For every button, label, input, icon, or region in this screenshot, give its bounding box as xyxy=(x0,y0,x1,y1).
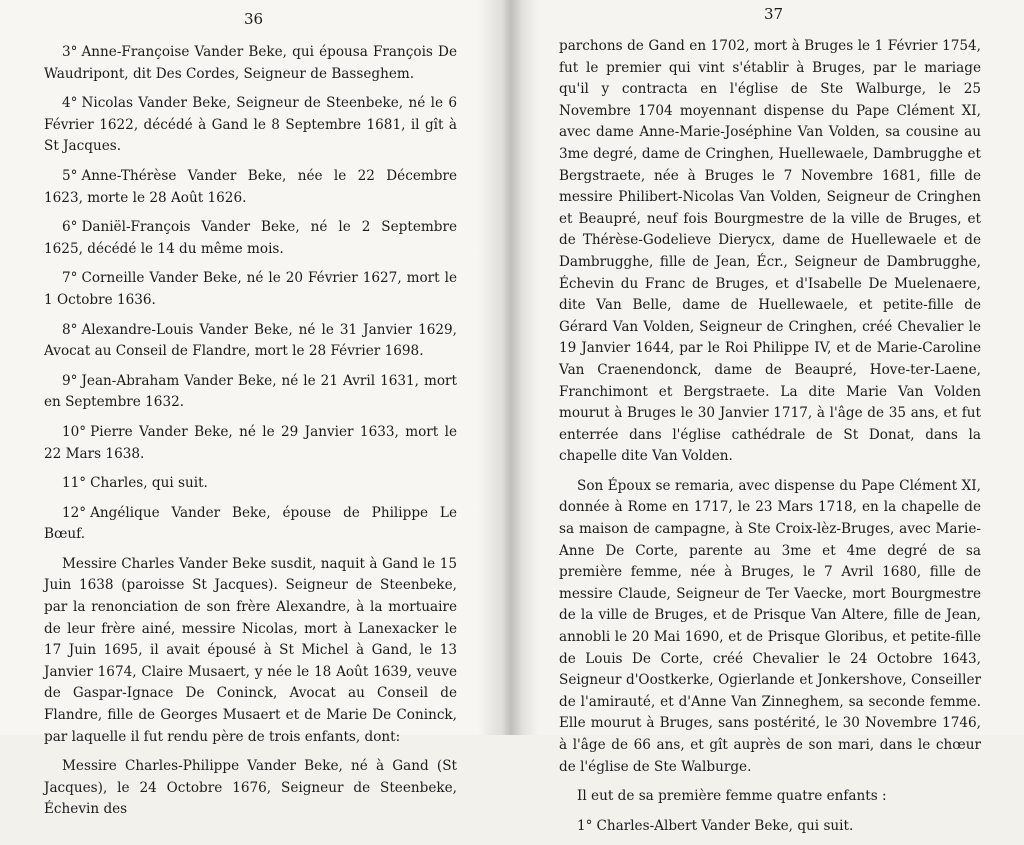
entry-7: 7° Corneille Vander Beke, né le 20 Février 1627, mort le 1 Octobre 1636. xyxy=(44,270,457,308)
paragraph-children-intro: Il eut de sa première femme quatre enfants : xyxy=(577,788,887,805)
left-text-column xyxy=(44,42,457,829)
entry-11: 11° Charles, qui suit. xyxy=(62,475,208,492)
right-page xyxy=(505,0,1024,834)
entry-4: 4° Nicolas Vander Beke, Seigneur de Steenbeke, né le 6 Février 1622, décédé à Gand le 8 Septembre 1681, il gît à St Jacques. xyxy=(44,95,457,155)
right-text-column xyxy=(559,36,981,845)
entry-9: 9° Jean-Abraham Vander Beke, né le 21 Avril 1631, mort en Septembre 1632. xyxy=(44,372,457,411)
entry-5: 5° Anne-Thérèse Vander Beke, née le 22 Décembre 1623, morte le 28 Août 1626. xyxy=(44,167,457,206)
page-number-right: 37 xyxy=(764,5,784,23)
paragraph-charles-philippe: Messire Charles-Philippe Vander Beke, né à Gand (St Jacques), le 24 Octobre 1676, Seigneur de Steenbeke, Échevin des xyxy=(44,758,457,818)
page-number-left: 36 xyxy=(244,10,264,28)
entry-12: 12° Angélique Vander Beke, épouse de Philippe Le Bœuf. xyxy=(44,504,457,543)
paragraph-charles: Messire Charles Vander Beke susdit, naquit à Gand le 15 Juin 1638 (paroisse St Jacques). Seigneur de Steenbeke, par la renonciation de son frère Alexandre, à la mortuaire de leur frère ainé, messire Nicolas, mort à Lanexacker le 17 Juin 1695, il avait épousé à St Michel à Gand, le 13 Janvier 1674, Claire Musaert, y née le 18 Août 1639, veuve de Gaspar-Ignace De Coninck, Avocat au Conseil de Flandre, fille de Georges Musaert et de Marie De Coninck, par laquelle il fut rendu père de trois enfants, dont: xyxy=(44,555,457,745)
entry-10: 10° Pierre Vander Beke, né le 29 Janvier 1633, mort le 22 Mars 1638. xyxy=(44,423,457,462)
entry-3: 3° Anne-Françoise Vander Beke, qui épousa François De Waudripont, dit Des Cordes, Seigneur de Basseghem. xyxy=(44,44,457,82)
paragraph-remarriage: Son Époux se remaria, avec dispense du Pape Clément XI, donnée à Rome en 1717, le 23 Mars 1718, en la chapelle de sa maison de campagne, à Ste Croix-lèz-Bruges, avec Marie-Anne De Corte, parente au 3me et 4me degré de sa première femme, née à Bruges, le 7 Avril 1680, fille de messire Claude, Seigneur de Ter Vaecke, mort Bourgmestre de la ville de Bruges, et de Prisque Van Altere, fille de Jean, annobli le 20 Mai 1690, et de Prisque Gloribus, et petite-fille de Louis De Corte, créé Chevalier le 24 Octobre 1643, Seigneur d'Oostkerke, Ogierlande et Jonkershove, Conseiller de l'amirauté, et d'Anne Van Zinneghem, sa seconde femme. Elle mourut à Bruges, sans postérité, le 30 Novembre 1746, à l'âge de 66 ans, et gît auprès de son mari, dans le chœur de l'église de Ste Walburge. xyxy=(559,477,981,775)
entry-1: 1° Charles-Albert Vander Beke, qui suit. xyxy=(577,817,854,834)
left-page xyxy=(0,0,505,818)
entry-6: 6° Daniël-François Vander Beke, né le 2 Septembre 1625, décédé le 14 du même mois. xyxy=(44,219,457,257)
entry-8: 8° Alexandre-Louis Vander Beke, né le 31 Janvier 1629, Avocat au Conseil de Flandre, mort le 28 Février 1698. xyxy=(44,321,457,360)
paragraph-continuation: parchons de Gand en 1702, mort à Bruges le 1 Février 1754, fut le premier qui vint s'établir à Bruges, par le mariage qu'il y contracta en l'église de Ste Walburge, le 25 Novembre 1704 moyennant dispense du Pape Clément XI, avec dame Anne-Marie-Joséphine Van Volden, sa cousine au 3me degré, dame de Cringhen, Huellewaele, Dambrugghe et Bergstraete, née à Bruges le 7 Novembre 1681, fille de messire Philibert-Nicolas Van Volden, Seigneur de Cringhen et Beaupré, neuf fois Bourgmestre de la ville de Bruges, et de Thérèse-Godelieve Dierycx, dame de Huellewaele et de Dambrugghe, fille de Jean, Écr., Seigneur de Dambrugghe, Échevin du Franc de Bruges, et d'Isabelle De Muelenaere, dite Van Belle, dame de Huellewaele, et petite-fille de Gérard Van Volden, Seigneur de Cringhen, créé Chevalier le 19 Janvier 1644, par le Roi Philippe IV, et de Marie-Caroline Van Craenendonck, dame de Beaupré, Hove-ter-Laene, Franchimont et Bergstraete. La dite Marie Van Volden mourut à Bruges le 30 Janvier 1717, à l'âge de 35 ans, et fut enterrée dans l'église cathédrale de St Donat, dans la chapelle dite Van Volden. xyxy=(559,38,981,465)
